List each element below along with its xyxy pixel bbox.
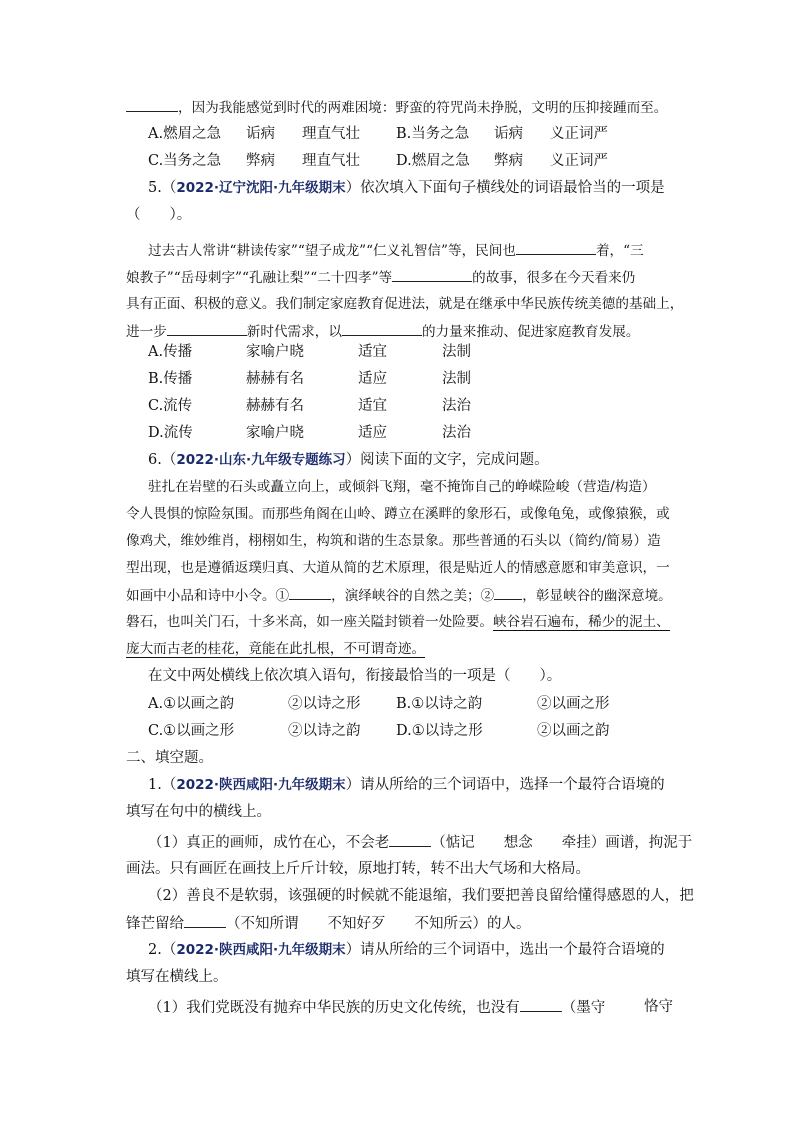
q5-option-a-4: 法制 <box>442 344 471 360</box>
q6-passage-6: 磐石，也叫关门石，十多米高，如一座关隘封锁着一处险要。峡谷岩石遍布，稀少的泥土、 <box>126 614 670 630</box>
blank <box>342 321 422 336</box>
q6-option-d: D.①以诗之形 <box>396 723 483 739</box>
q5-passage-2: 娘教子”“岳母刺字”“孔融让梨”“二十四孝”等 的故事，很多在今天看来仍 <box>126 267 635 288</box>
f1-stem-2: 填写在句中的横线上。 <box>126 804 271 820</box>
option-b: B.当务之急 <box>396 126 470 142</box>
f1-sentence-2: （2）善良不是软弱，该强硬的时候就不能退缩，我们要把善良留给懂得感恩的人，把 <box>148 888 694 904</box>
q6-passage-2: 令人畏惧的惊险氛围。而那些角阁在山岭、蹲立在溪畔的象形石，或像龟兔，或像猿猴，或 <box>126 506 670 522</box>
q5-option-a-3: 适宜 <box>358 344 387 360</box>
q5-option-b: B.传播 <box>148 371 193 387</box>
underlined-text: 峡谷岩石遍布，稀少的泥土、 <box>493 614 670 630</box>
f2-stem-2: 填写在横线上。 <box>126 969 228 985</box>
f1-sentence-1: （1）真正的画师，成竹在心，不会老 （惦记 想念 牵挂）画谱，拘泥于 <box>148 832 692 853</box>
q5-source: 2022·辽宁沈阳·九年级期末 <box>176 180 346 196</box>
option-c-word2: 弊病 <box>246 153 275 169</box>
blank-2 <box>494 585 522 600</box>
option-a-word3: 理直气壮 <box>302 126 360 142</box>
q6-option-c: C.①以画之形 <box>148 723 235 739</box>
f1-source: 2022·陕西咸阳·九年级期末 <box>176 777 346 793</box>
q5-passage-1: 过去古人常讲“耕读传家”“望子成龙”“仁义礼智信”等，民间也 着，“三 <box>148 240 644 261</box>
q5-option-b-4: 法制 <box>442 371 471 387</box>
q6-passage-1: 驻扎在岩壁的石头或矗立向上，或倾斜飞翔，毫不掩饰自己的峥嵘险峻（营造/构造） <box>148 479 656 495</box>
q5-option-c: C.流传 <box>148 398 193 414</box>
q5-option-a-2: 家喻户晓 <box>246 344 304 360</box>
blank <box>167 321 247 336</box>
q6-option-b: B.①以诗之韵 <box>396 696 483 712</box>
option-c-word3: 理直气壮 <box>302 153 360 169</box>
q6-option-a-2: ②以诗之形 <box>288 696 361 712</box>
q5-stem: 5.（2022·辽宁沈阳·九年级期末）依次填入下面句子横线处的词语最恰当的一项是 <box>148 180 665 196</box>
blank <box>184 913 226 928</box>
q5-option-b-2: 赫赫有名 <box>246 371 304 387</box>
blank <box>392 267 472 282</box>
q5-option-c-4: 法治 <box>442 398 471 414</box>
q5-paren: （ ）。 <box>126 207 192 223</box>
q6-passage-4: 型出现，也是遵循返璞归真、大道从简的艺术原理，很是贴近人的情感意愿和审美意识，一 <box>126 560 670 576</box>
q6-ask: 在文中两处横线上依次填入语句，衔接最恰当的一项是（ ）。 <box>148 668 562 684</box>
blank <box>516 240 596 255</box>
option-c: C.当务之急 <box>148 153 222 169</box>
q6-option-c-2: ②以诗之韵 <box>288 723 361 739</box>
q5-option-d: D.流传 <box>148 425 193 441</box>
q6-passage-5: 如画中小品和诗中小令。① ，演绎峡谷的自然之美；② ，彰显峡谷的幽深意境。 <box>126 585 672 606</box>
q6-source: 2022·山东·九年级专题练习 <box>176 452 346 468</box>
underlined-text: 庞大而古老的桂花，竟能在此扎根，不可谓奇迹。 <box>126 641 426 657</box>
q6-option-b-2: ②以画之形 <box>537 696 610 712</box>
option-d-word2: 弊病 <box>494 153 523 169</box>
option-b-word3: 义正词严 <box>550 126 608 142</box>
answer-blank <box>126 97 178 112</box>
q5-option-a: A.传播 <box>148 344 193 360</box>
q5-option-c-2: 赫赫有名 <box>246 398 304 414</box>
option-a: A.燃眉之急 <box>148 126 222 142</box>
blank-1 <box>289 585 331 600</box>
q6-passage-7 <box>126 639 425 659</box>
q6-passage-3: 像鸡犬，维妙维肖，栩栩如生，构筑和谐的生态景象。那些普通的石头以（简约/简易）造 <box>126 533 661 549</box>
f1-sentence-2b: 锋芒留给 （不知所谓 不知好歹 不知所云）的人。 <box>126 913 531 934</box>
option-d-word3: 义正词严 <box>550 153 608 169</box>
q5-passage-3: 具有正面、积极的意义。我们制定家庭教育促进法，就是在继承中华民族传统美德的基础上， <box>126 296 684 312</box>
q6-stem: 6.（2022·山东·九年级专题练习）阅读下面的文字，完成问题。 <box>148 452 549 468</box>
q5-option-b-3: 适应 <box>358 371 387 387</box>
option-a-word2: 诟病 <box>246 126 275 142</box>
blank <box>520 997 562 1012</box>
q5-option-c-3: 适宜 <box>358 398 387 414</box>
f1-sentence-1b: 画法。只有画匠在画技上斤斤计较，原地打转，转不出大气场和大格局。 <box>126 861 590 877</box>
f2-source: 2022·陕西咸阳·九年级期末 <box>176 942 346 958</box>
q6-option-a: A.①以画之韵 <box>148 696 235 712</box>
q5-option-d-3: 适应 <box>358 425 387 441</box>
f2-option-3: 恪守 <box>644 999 673 1015</box>
q6-option-d-2: ②以画之韵 <box>537 723 610 739</box>
f2-stem: 2.（2022·陕西咸阳·九年级期末）请从所给的三个词语中，选出一个最符合语境的 <box>148 942 665 958</box>
f2-sentence-1: （1）我们党既没有抛弃中华民族的历史文化传统，也没有 （墨守 <box>148 997 605 1018</box>
q5-option-d-2: 家喻户晓 <box>246 425 304 441</box>
blank <box>389 832 431 847</box>
section-heading: 二、填空题。 <box>126 750 213 766</box>
q5-passage-4: 进一步 新时代需求，以 的力量来推动、促进家庭教育发展。 <box>126 321 639 342</box>
q5-option-d-4: 法治 <box>442 425 471 441</box>
top-sentence: ，因为我能感觉到时代的两难困境：野蛮的符咒尚未挣脱，文明的压抑接踵而至。 <box>126 97 667 118</box>
option-b-word2: 诟病 <box>494 126 523 142</box>
option-d: D.燃眉之急 <box>396 153 470 169</box>
f1-stem: 1.（2022·陕西咸阳·九年级期末）请从所给的三个词语中，选择一个最符合语境的 <box>148 777 665 793</box>
